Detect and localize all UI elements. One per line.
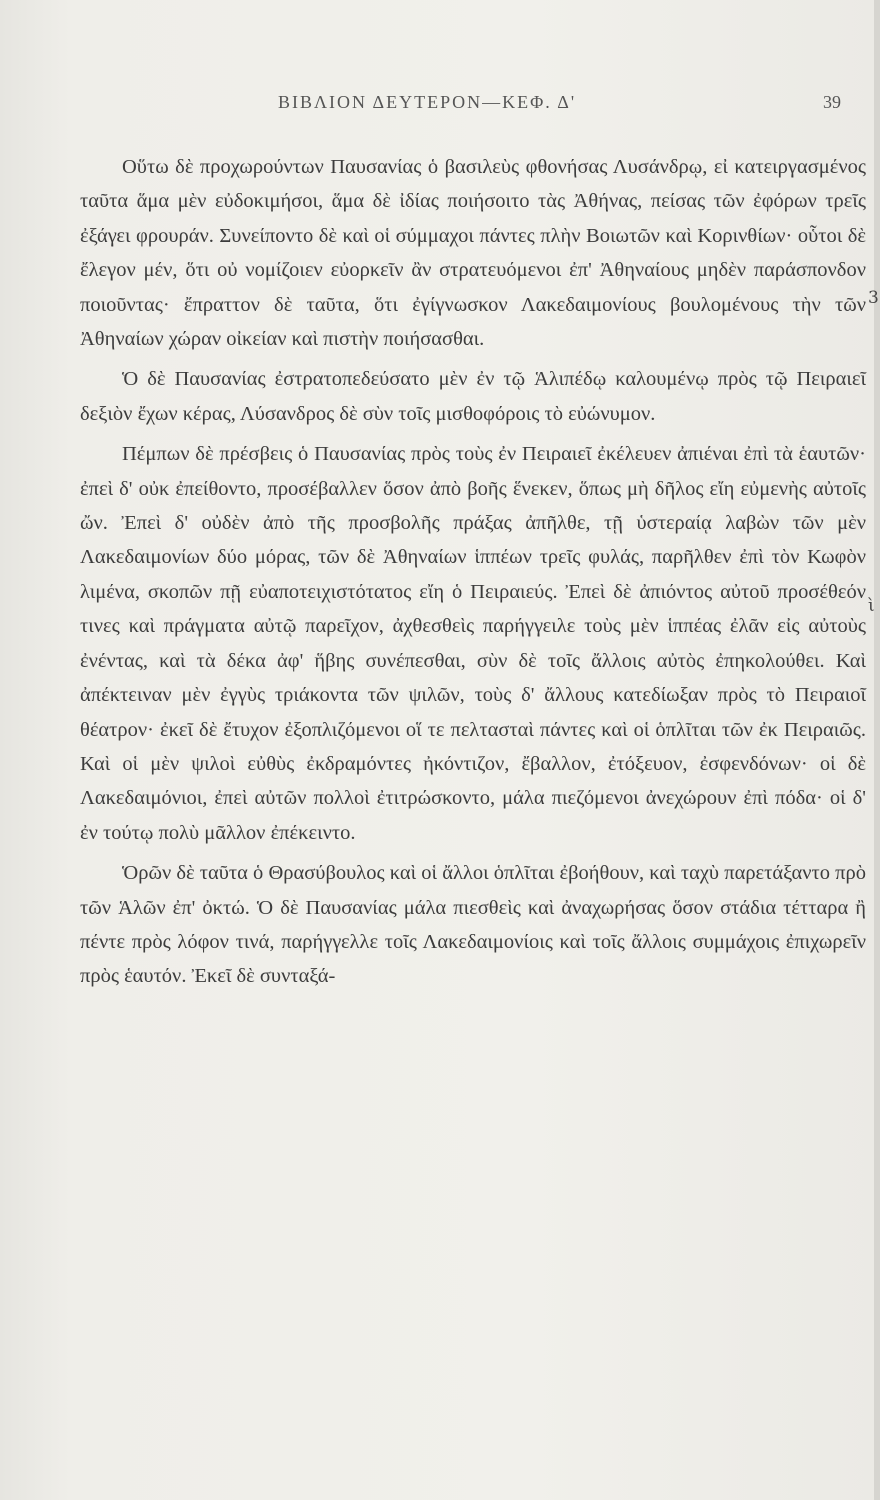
page-header — [0, 92, 880, 122]
margin-mark: 3 — [868, 288, 879, 308]
page-edge — [874, 0, 880, 1500]
paragraph: Ὁ δὲ Παυσανίας ἐστρατοπεδεύσατο μὲν ἐν τῷ Ἁλιπέδῳ καλουμένῳ πρὸς τῷ Πειραιεῖ δεξιὸν ἔχων κέρας, Λύσανδρος δὲ σὺν τοῖς μισθοφόροις τὸ εὐώνυμον. — [80, 368, 866, 425]
running-head: ΒΙΒΛΙΟΝ ΔΕΥΤΕΡΟΝ—ΚΕΦ. Δ' — [278, 92, 577, 112]
paragraph: Ὁρῶν δὲ ταῦτα ὁ Θρασύβουλος καὶ οἱ ἄλλοι ὁπλῖται ἐβοήθουν, καὶ ταχὺ παρετάξαντο πρὸ τῶν Ἁλῶν ἐπ' ὀκτώ. Ὁ δὲ Παυσανίας μάλα πιεσθεὶς καὶ ἀναχωρήσας ὅσον στάδια τέτταρα ἢ πέντε πρὸς λόφον τινά, παρήγγελλε τοῖς Λακεδαιμονίοις καὶ τοῖς ἄλλοις συμμάχοις ἐπιχωρεῖν πρὸς ἑαυτόν. Ἐκεῖ δὲ συνταξά- — [80, 862, 866, 988]
paragraph: Οὕτω δὲ προχωρούντων Παυσανίας ὁ βασιλεὺς φθονήσας Λυσάνδρῳ, εἰ κατειργασμένος ταῦτα ἅμα μὲν εὐδοκιμήσοι, ἅμα δὲ ἰδίας ποιήσοιτο τὰς Ἀθήνας, πείσας τῶν ἐφόρων τρεῖς ἐξάγει φρουράν. Συνείποντο δὲ καὶ οἱ σύμμαχοι πάντες πλὴν Βοιωτῶν καὶ Κορινθίων· οὗτοι δὲ ἔλεγον μέν, ὅτι οὐ νομίζοιεν εὐορκεῖν ἂν στρατευόμενοι ἐπ' Ἀθηναίους μηδὲν παράσπονδον ποιοῦντας· ἔπραττον δὲ ταῦτα, ὅτι ἐγίγνωσκον Λακεδαιμονίους βουλομένους τὴν τῶν Ἀθηναίων χώραν οἰκείαν καὶ πιστὴν ποιήσασθαι. — [80, 156, 866, 351]
paragraph: Πέμπων δὲ πρέσβεις ὁ Παυσανίας πρὸς τοὺς ἐν Πειραιεῖ ἐκέλευεν ἀπιέναι ἐπὶ τὰ ἑαυτῶν· ἐπεὶ δ' οὐκ ἐπείθοντο, προσέβαλλεν ὅσον ἀπὸ βοῆς ἕνεκεν, ὅπως μὴ δῆλος εἴη εὐμενὴς αὐτοῖς ὤν. Ἐπεὶ δ' οὐδὲν ἀπὸ τῆς προσβολῆς πράξας ἀπῆλθε, τῇ ὑστεραίᾳ λαβὼν τῶν μὲν Λακεδαιμονίων δύο μόρας, τῶν δὲ Ἀθηναίων ἱππέων τρεῖς φυλάς, παρῆλθεν ἐπὶ τὸν Κωφὸν λιμένα, σκοπῶν πῇ εὐαποτειχιστότατος εἴη ὁ Πειραιεύς. Ἐπεὶ δὲ ἀπιόντος αὐτοῦ προσέθεόν τινες καὶ πράγματα αὐτῷ παρεῖχον, ἀχθεσθεὶς παρήγγειλε τοὺς μὲν ἱππέας ἐλᾶν εἰς αὐτοὺς ἐνέντας, καὶ τὰ δέκα ἀφ' ἥβης συνέπεσθαι, σὺν δὲ τοῖς ἄλλοις αὐτὸς ἐπηκολούθει. Καὶ ἀπέκτειναν μὲν ἐγγὺς τριάκοντα τῶν ψιλῶν, τοὺς δ' ἄλλους κατεδίωξαν πρὸς τὸ Πειραιοῖ θέατρον· ἐκεῖ δὲ ἔτυχον ἐξοπλιζόμενοι οἵ τε πελτασταὶ πάντες καὶ οἱ ὁπλῖται τῶν ἐκ Πειραιῶς. Καὶ οἱ μὲν ψιλοὶ εὐθὺς ἐκδραμόντες ἠκόντιζον, ἔβαλλον, ἐτόξευον, ἐσφενδόνων· οἱ δὲ Λακεδαιμόνιοι, ἐπεὶ αὐτῶν πολλοὶ ἐτιτρώσκοντο, μάλα πιεζόμενοι ἀνεχώρουν ἐπὶ πόδα· οἱ δ' ἐν τούτῳ πολὺ μᾶλλον ἐπέκειντο. — [80, 443, 866, 844]
margin-mark: ὶ — [868, 596, 875, 616]
page-number: 39 — [823, 92, 841, 112]
body-text — [80, 150, 866, 994]
